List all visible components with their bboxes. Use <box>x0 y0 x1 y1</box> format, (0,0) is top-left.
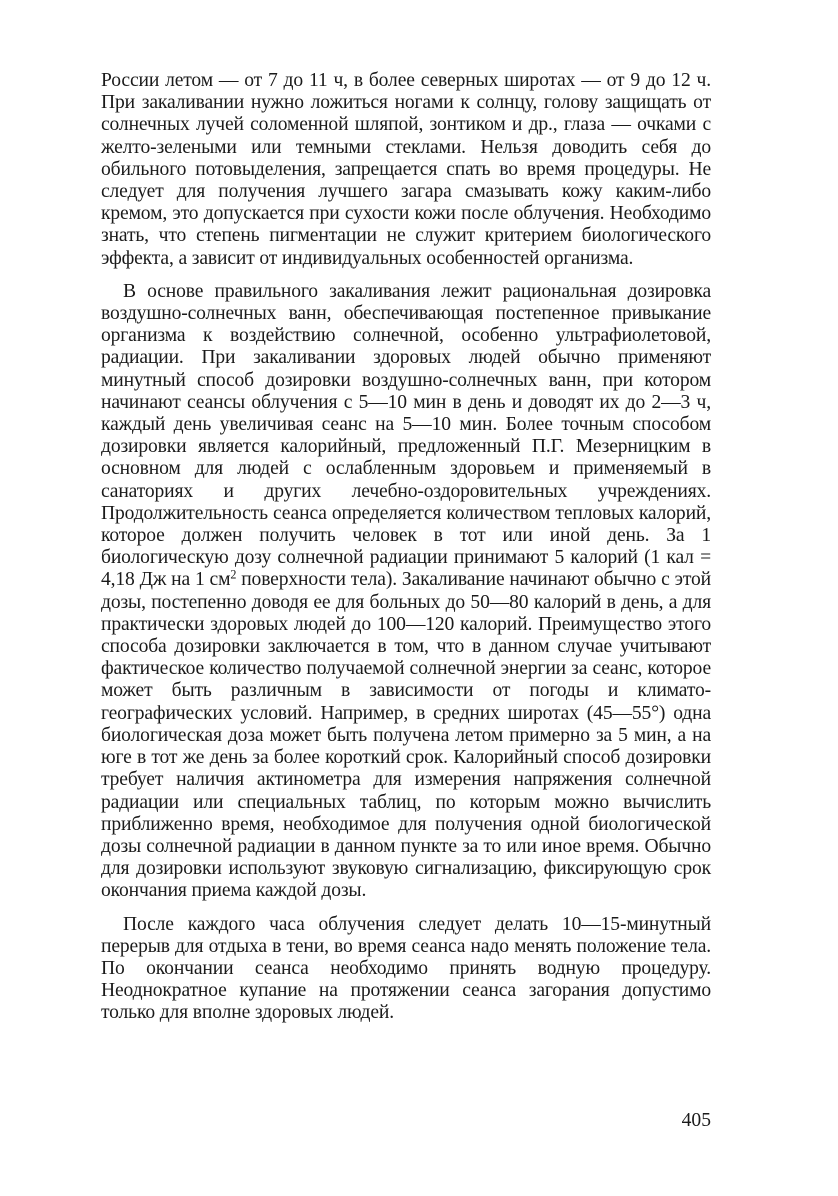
paragraph-1 <box>101 70 711 270</box>
superscript-2: 2 <box>230 567 237 582</box>
paragraph-1-text: России летом — от 7 до 11 ч, в более северных широтах — от 9 до 12 ч. При закаливании нужно ложиться ногами к солнцу, голову защищать от солнечных лучей соломенной шляпой, зонтиком и др., глаза — очками с желто-зелеными или темными стеклами. Нельзя доводить себя до обильного потовыделения, запрещается спать во время процедуры. Не следует для получения лучшего загара смазывать кожу каким-либо кремом, это допускается при сухости кожи после облучения. Необходимо знать, что степень пигментации не служит критерием биологического эффекта, а зависит от индивидуальных особенностей организма. <box>101 70 711 269</box>
paragraph-2 <box>101 281 711 903</box>
book-page <box>101 70 711 1170</box>
paragraph-2-text-part-2: поверхности тела). Закаливание начинают обычно с этой дозы, постепенно доводя ее для больных до 50—80 калорий в день, а для практически здоровых людей до 100—120 калорий. Преимущество этого способа дозировки заключается в том, что в данном случае учитывают фактическое количество получаемой солнечной энергии за сеанс, которое может быть различным в зависимости от погоды и климато-географических условий. Например, в средних широтах (45—55°) одна биологическая доза может быть получена летом примерно за 5 мин, а на юге в тот же день за более короткий срок. Калорийный способ дозировки требует наличия актинометра для измерения напряжения солнечной радиации или специальных таблиц, по которым можно вычислить приближенно время, необходимое для получения одной биологической дозы солнечной радиации в данном пункте за то или иное время. Обычно для дозировки используют звуковую сигнализацию, фиксирующую срок окончания приема каждой дозы. <box>101 569 711 902</box>
paragraph-2-text-part-1: В основе правильного закаливания лежит рациональная дозировка воздушно-солнечных ванн, обеспечивающая постепенное привыкание организма к воздействию солнечной, особенно ультрафиолетовой, радиации. При закаливании здоровых людей обычно применяют минутный способ дозировки воздушно-солнечных ванн, при котором начинают сеансы облучения с 5—10 мин в день и доводят их до 2—3 ч, каждый день увеличивая сеанс на 5—10 мин. Более точным способом дозировки является калорийный, предложенный П.Г. Мезерницким в основном для людей с ослабленным здоровьем и применяемый в санаториях и других лечебно-оздоровительных учреждениях. Продолжительность сеанса определяется количеством тепловых калорий, которое должен получить человек в тот или иной день. За 1 биологическую дозу солнечной радиации принимают 5 калорий (1 кал = 4,18 Дж на 1 см <box>101 280 711 591</box>
paragraph-3-text: После каждого часа облучения следует делать 10—15-минутный перерыв для отдыха в тени, во время сеанса надо менять положение тела. По окончании сеанса необходимо принять водную процедуру. Неоднократное купание на протяжении сеанса загорания допустимо только для вполне здоровых людей. <box>101 913 711 1024</box>
page-number: 405 <box>681 1110 711 1131</box>
paragraph-3 <box>101 914 711 1025</box>
